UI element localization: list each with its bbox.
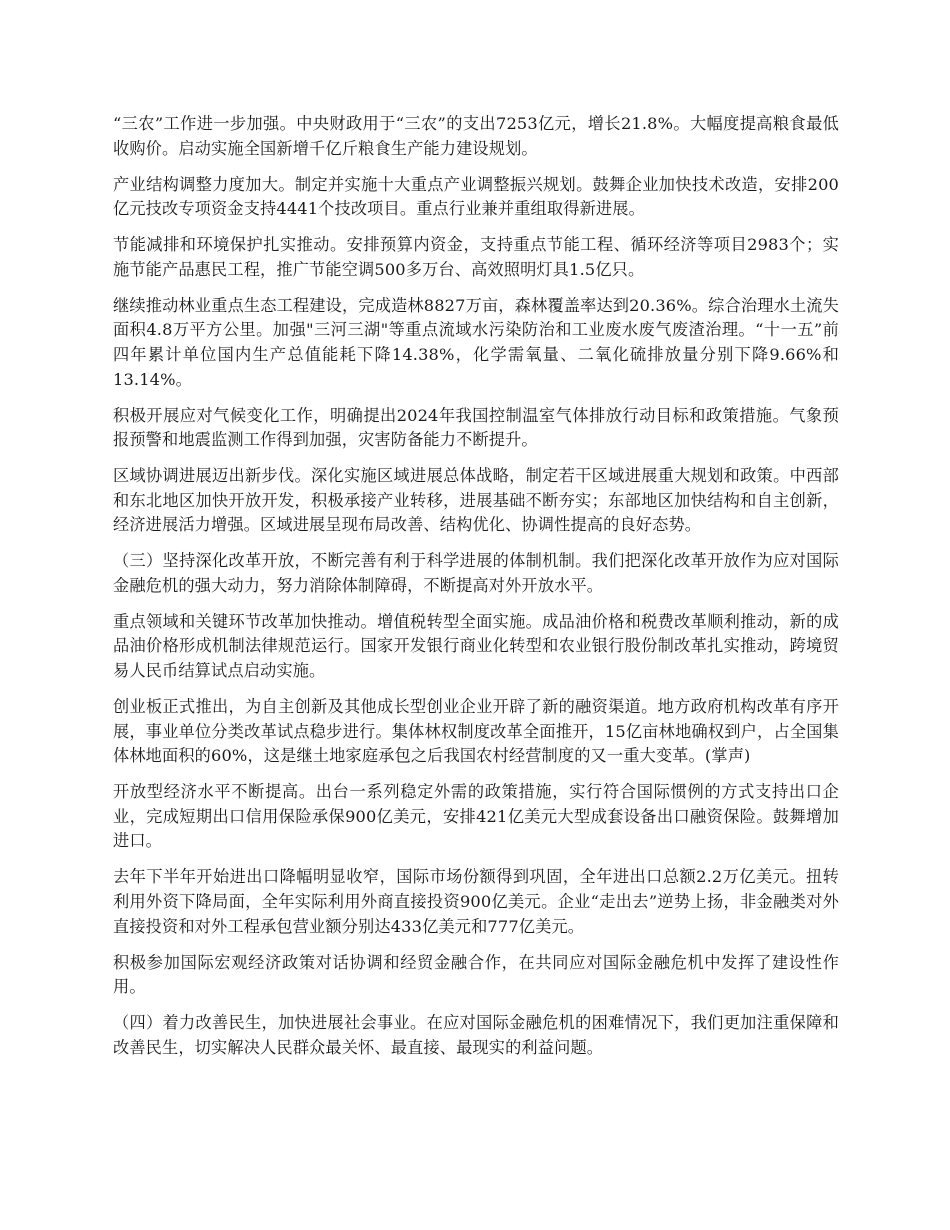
paragraph-agriculture: “三农”工作进一步加强。中央财政用于“三农”的支出7253亿元，增长21.8%。大幅度提高粮食最低收购价。启动实施全国新增千亿斤粮食生产能力建设规划。 <box>113 114 839 158</box>
paragraph-international-cooperation: 积极参加国际宏观经济政策对话协调和经贸金融合作，在共同应对国际金融危机中发挥了建设性作用。 <box>113 952 839 997</box>
paragraph-key-reforms: 重点领域和关键环节改革加快推动。增值税转型全面实施。成品油价格和税费改革顺利推动，新的成品油价格形成机制法律规范运行。国家开发银行商业化转型和农业银行股份制改革扎实推动，跨境贸易人民币结算试点启动实施。 <box>113 611 839 681</box>
paragraph-section-four-heading: （四）着力改善民生，加快进展社会事业。在应对国际金融危机的困难情况下，我们更加注重保障和改善民生，切实解决人民群众最关怀、最直接、最现实的利益问题。 <box>113 1013 839 1057</box>
paragraph-regional-development: 区域协调进展迈出新步伐。深化实施区域进展总体战略，制定若干区域进展重大规划和政策。中西部和东北地区加快开放开发，积极承接产业转移，进展基础不断夯实；东部地区加快结构和自主创新，经济进展活力增强。区域进展呈现布局改善、结构优化、协调性提高的良好态势。 <box>113 466 839 535</box>
paragraph-industrial-restructuring: 产业结构调整力度加大。制定并实施十大重点产业调整振兴规划。鼓舞企业加快技术改造，安排200亿元技改专项资金支持4441个技改项目。重点行业兼并重组取得新进展。 <box>113 174 839 219</box>
paragraph-climate-change: 积极开展应对气候变化工作，明确提出2024年我国控制温室气体排放行动目标和政策措施。气象预报预警和地震监测工作得到加强，灾害防备能力不断提升。 <box>113 405 839 450</box>
paragraph-open-economy: 开放型经济水平不断提高。出台一系列稳定外需的政策措施，实行符合国际惯例的方式支持出口企业，完成短期出口信用保险承保900亿美元，安排421亿美元大型成套设备出口融资保险。鼓舞增加进口。 <box>113 782 839 851</box>
document-body <box>113 112 839 1072</box>
paragraph-foreign-trade: 去年下半年开始进出口降幅明显收窄，国际市场份额得到巩固，全年进出口总额2.2万亿美元。扭转利用外资下降局面，全年实际利用外商直接投资900亿美元。企业“走出去”逆势上扬，非金融类对外直接投资和对外工程承包营业额分别达433亿美元和777亿美元。 <box>113 867 839 936</box>
paragraph-section-three-heading: （三）坚持深化改革开放，不断完善有利于科学进展的体制机制。我们把深化改革开放作为应对国际金融危机的强大动力，努力消除体制障碍，不断提高对外开放水平。 <box>113 551 839 595</box>
paragraph-forestry-ecology: 继续推动林业重点生态工程建设，完成造林8827万亩，森林覆盖率达到20.36%。综合治理水土流失面积4.8万平方公里。加强"三河三湖"等重点流域水污染防治和工业废水废气废渣治理。“十一五”前四年累计单位国内生产总值能耗下降14.38%，化学需氧量、二氧化硫排放量分别下降9.66%和13.14%。 <box>113 295 839 389</box>
paragraph-growth-enterprise-board: 创业板正式推出，为自主创新及其他成长型创业企业开辟了新的融资渠道。地方政府机构改革有序开展，事业单位分类改革试点稳步进行。集体林权制度改革全面推开，15亿亩林地确权到户，占全国集体林地面积的60%，这是继土地家庭承包之后我国农村经营制度的又一重大变革。(掌声) <box>113 697 839 766</box>
paragraph-energy-saving: 节能减排和环境保护扎实推动。安排预算内资金，支持重点节能工程、循环经济等项目2983个；实施节能产品惠民工程，推广节能空调500多万台、高效照明灯具1.5亿只。 <box>113 235 839 279</box>
